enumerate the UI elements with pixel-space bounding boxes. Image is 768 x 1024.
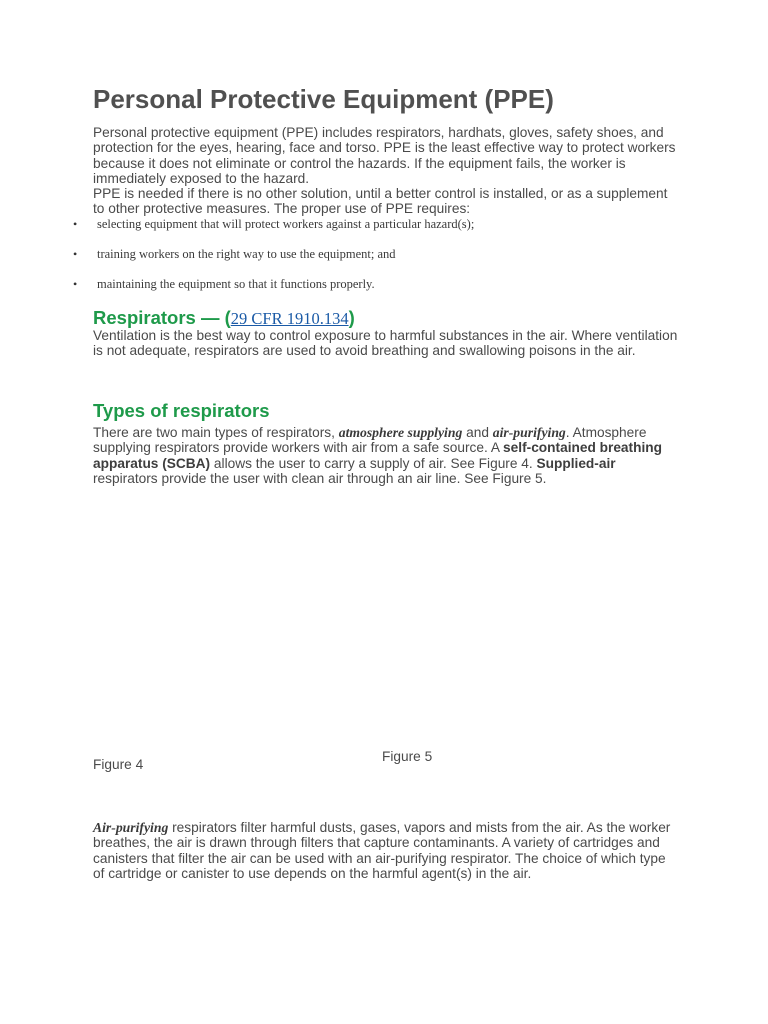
types-paragraph bbox=[93, 425, 678, 486]
respirators-paragraph: Ventilation is the best way to control exposure to harmful substances in the air. Where ventilation is not adequate, respirators are used to avoid breathing and swallowing poisons in the air. bbox=[93, 328, 678, 359]
bullet-icon: • bbox=[73, 217, 78, 231]
list-item-text: selecting equipment that will protect workers against a particular hazard(s); bbox=[97, 217, 475, 231]
list-item bbox=[73, 245, 673, 275]
list-item-text: training workers on the right way to use the equipment; and bbox=[97, 247, 396, 261]
air-purifying-paragraph bbox=[93, 820, 678, 881]
term-supplied-air: Supplied-air bbox=[536, 455, 616, 471]
term-air-purifying: air-purifying bbox=[492, 425, 566, 440]
cfr-link[interactable]: 29 CFR 1910.134 bbox=[230, 309, 349, 328]
term-scba: self-contained breathing apparatus (SCBA) bbox=[93, 440, 662, 471]
types-text: and bbox=[462, 425, 493, 440]
list-item-text: maintaining the equipment so that it functions properly. bbox=[97, 277, 375, 291]
types-text: allows the user to carry a supply of air. See Figure 4. bbox=[210, 455, 537, 471]
ppe-requirements-list bbox=[73, 215, 673, 305]
respirators-heading-suffix: ) bbox=[348, 307, 355, 328]
types-text: . Atmosphere supplying respirators provide workers with air from a safe source. A bbox=[93, 425, 647, 456]
term-air-purifying-lead: Air-purifying bbox=[93, 820, 169, 835]
list-item bbox=[73, 215, 673, 245]
list-item bbox=[73, 275, 673, 305]
intro-section bbox=[93, 125, 678, 217]
intro-paragraph-2: PPE is needed if there is no other solution, until a better control is installed, or as a supplement to other protective measures. The proper use of PPE requires: bbox=[93, 186, 668, 217]
types-text: There are two main types of respirators, bbox=[93, 425, 339, 440]
term-atmosphere-supplying: atmosphere supplying bbox=[338, 425, 463, 440]
page-title: Personal Protective Equipment (PPE) bbox=[93, 84, 554, 114]
respirators-heading-prefix: Respirators — ( bbox=[93, 307, 231, 328]
bullet-icon: • bbox=[73, 277, 78, 291]
figure-4-caption: Figure 4 bbox=[93, 757, 144, 772]
respirators-heading bbox=[93, 307, 355, 329]
intro-paragraph-1: Personal protective equipment (PPE) includes respirators, hardhats, gloves, safety shoes, and protection for the eyes, hearing, face and torso. PPE is the least effective way to protect workers because it does not eliminate or control the hazards. If the equipment fails, the worker is immediately exposed to the hazard. bbox=[93, 125, 676, 186]
figure-5-caption: Figure 5 bbox=[382, 749, 433, 764]
types-text: respirators provide the user with clean air through an air line. See Figure 5. bbox=[93, 470, 547, 486]
bullet-icon: • bbox=[73, 247, 78, 261]
types-heading: Types of respirators bbox=[93, 400, 270, 421]
air-purifying-text: respirators filter harmful dusts, gases, vapors and mists from the air. As the worker breathes, the air is drawn through filters that capture contaminants. A variety of cartridges and canisters that filter the air can be used with an air-purifying respirator. The choice of which type of cartridge or canister to use depends on the harmful agent(s) in the air. bbox=[93, 820, 671, 881]
